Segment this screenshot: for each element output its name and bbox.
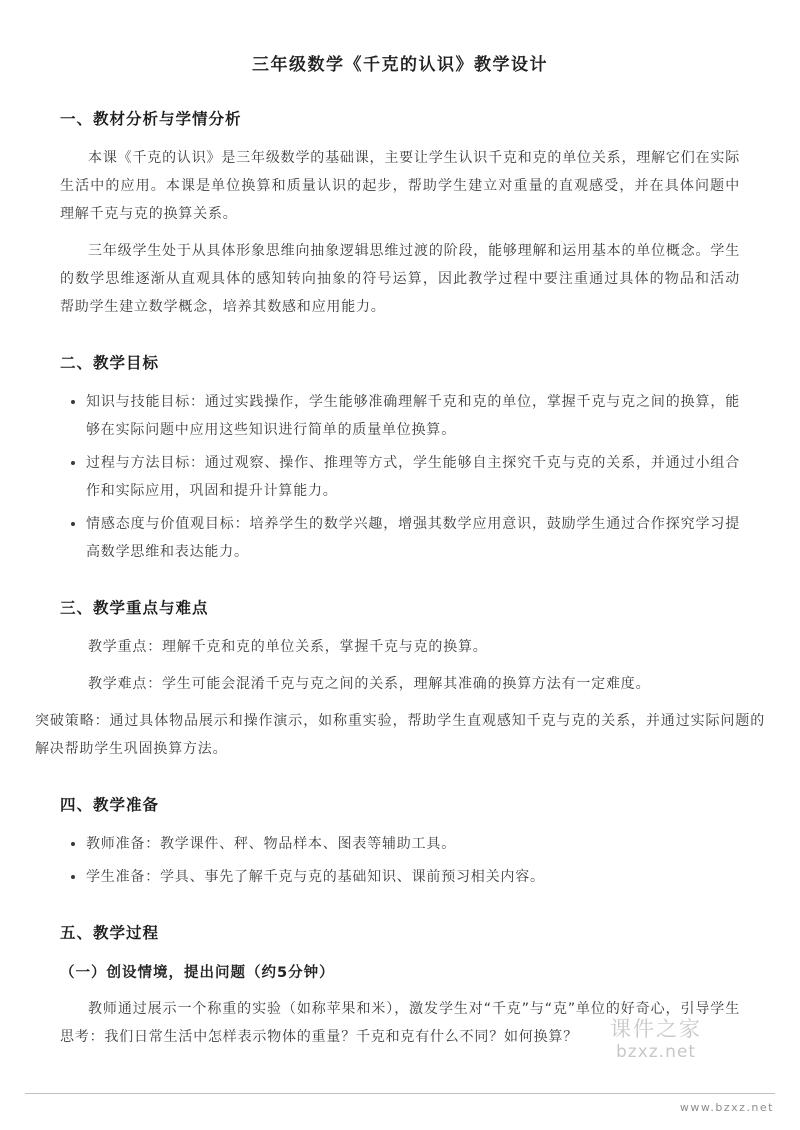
footer-divider [25,1093,775,1094]
watermark-site-domain: bzxz.net [615,1042,696,1063]
goal-item-knowledge: • 知识与技能目标：通过实践操作，学生能够准确理解千克和克的单位，掌握千克与克之间的换算，能够在实际问题中应用这些知识进行简单的质量单位换算。 [86,388,740,444]
site-watermark [610,1016,702,1064]
preparation-list [60,830,740,891]
watermark-site-name: 课件之家 [610,1017,702,1041]
key-point-paragraph: 教学重点：理解千克和克的单位关系，掌握千克与克的换算。 [88,639,488,655]
prep-item-teacher: • 教师准备：教学课件、秤、物品样本、图表等辅助工具。 [86,830,740,858]
footer-site-url: www.bzxz.net [679,1101,774,1114]
goal-item-process: • 过程与方法目标：通过观察、操作、推理等方式，学生能够自主探究千克与克的关系，并通过小组合作和实际应用，巩固和提升计算能力。 [86,449,740,505]
section-3-heading: 三、教学重点与难点 [60,599,209,617]
page-title: 三年级数学《千克的认识》教学设计 [252,55,548,75]
section-5-heading: 五、教学过程 [60,924,160,942]
section-4-heading: 四、教学准备 [60,796,160,814]
section-2-heading: 二、教学目标 [60,354,160,372]
section-1-heading: 一、教材分析与学情分析 [60,110,242,128]
goal-item-attitude: • 情感态度与价值观目标：培养学生的数学兴趣，增强其数学应用意识，鼓励学生通过合作探究学习提高数学思维和表达能力。 [86,510,740,566]
prep-item-student: • 学生准备：学具、事先了解千克与克的基础知识、课前预习相关内容。 [86,863,740,891]
subsection-1-heading: （一）创设情境，提出问题（约5分钟） [60,965,335,981]
subsection-1-paragraph: 教师通过展示一个称重的实验（如称苹果和米），激发学生对“千克”与“克”单位的好奇心，引导学生思考：我们日常生活中怎样表示物体的重量？千克和克有什么不同？如何换算？ [60,1001,740,1045]
difficulty-paragraph: 教学难点：学生可能会混淆千克与克之间的关系，理解其准确的换算方法有一定难度。 [88,676,651,692]
teaching-goals-list [60,388,740,566]
section-1-paragraph-1: 本课《千克的认识》是三年级数学的基础课，主要让学生认识千克和克的单位关系，理解它们在实际生活中的应用。本课是单位换算和质量认识的起步，帮助学生建立对重量的直观感受，并在具体问题中理解千克与克的换算关系。 [60,150,740,222]
strategy-paragraph: 突破策略：通过具体物品展示和操作演示，如称重实验，帮助学生直观感知千克与克的关系，并通过实际问题的解决帮助学生巩固换算方法。 [35,713,765,757]
section-1-paragraph-2: 三年级学生处于从具体形象思维向抽象逻辑思维过渡的阶段，能够理解和运用基本的单位概念。学生的数学思维逐渐从直观具体的感知转向抽象的符号运算，因此教学过程中要注重通过具体的物品和活动帮助学生建立数学概念，培养其数感和应用能力。 [60,243,740,315]
